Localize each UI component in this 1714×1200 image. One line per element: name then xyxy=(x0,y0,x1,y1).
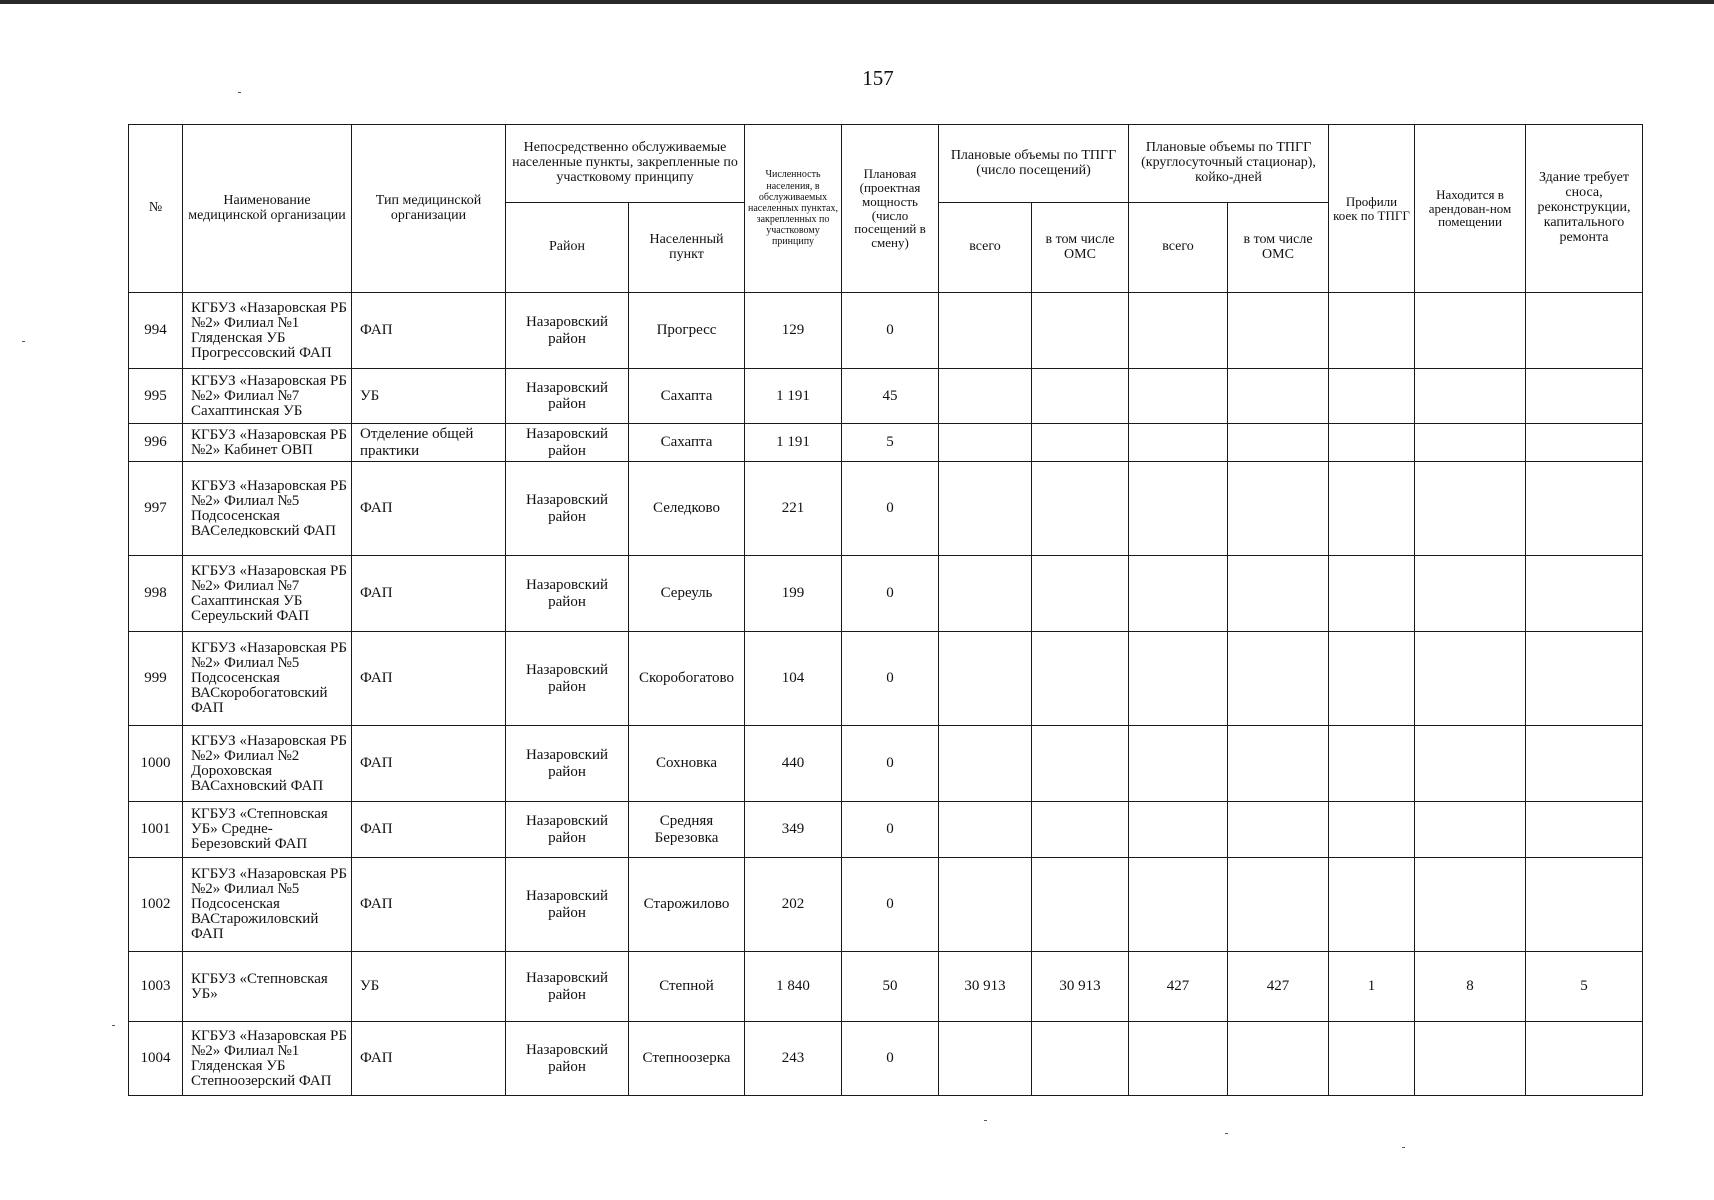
table-row xyxy=(129,858,1643,952)
rented-cell xyxy=(1415,1022,1526,1096)
settlement-cell: Селедково xyxy=(629,462,745,556)
district-cell: Назаровский район xyxy=(506,726,629,802)
header-visits-total: всего xyxy=(939,203,1032,293)
beds-oms-cell: 427 xyxy=(1228,952,1329,1022)
population-cell: 221 xyxy=(745,462,842,556)
capacity-cell: 0 xyxy=(842,1022,939,1096)
rented-cell xyxy=(1415,802,1526,858)
table-row xyxy=(129,369,1643,424)
settlement-cell: Степной xyxy=(629,952,745,1022)
header-settlement: Населенный пункт xyxy=(629,203,745,293)
header-bed-profiles: Профили коек по ТПГГ xyxy=(1329,125,1415,293)
bed-profiles-cell xyxy=(1329,802,1415,858)
row-num: 1002 xyxy=(129,858,183,952)
visits-oms-cell xyxy=(1032,858,1129,952)
district-cell: Назаровский район xyxy=(506,858,629,952)
capacity-cell: 0 xyxy=(842,726,939,802)
settlement-cell: Сахапта xyxy=(629,424,745,462)
demolition-cell xyxy=(1526,556,1643,632)
row-num: 1000 xyxy=(129,726,183,802)
row-num: 1004 xyxy=(129,1022,183,1096)
row-num: 994 xyxy=(129,293,183,369)
capacity-cell: 0 xyxy=(842,293,939,369)
org-type-cell: УБ xyxy=(352,952,506,1022)
org-type-cell: УБ xyxy=(352,369,506,424)
org-type-cell: ФАП xyxy=(352,556,506,632)
scan-speck xyxy=(1225,1133,1228,1134)
bed-profiles-cell: 1 xyxy=(1329,952,1415,1022)
settlement-cell: Средняя Березовка xyxy=(629,802,745,858)
header-capacity: Плановая (проектная мощность (число посещений в смену) xyxy=(842,125,939,293)
row-num: 995 xyxy=(129,369,183,424)
settlement-cell: Прогресс xyxy=(629,293,745,369)
table-row xyxy=(129,462,1643,556)
district-cell: Назаровский район xyxy=(506,1022,629,1096)
rented-cell xyxy=(1415,556,1526,632)
table-row xyxy=(129,424,1643,462)
rented-cell xyxy=(1415,293,1526,369)
scan-speck xyxy=(1402,1147,1405,1148)
row-num: 997 xyxy=(129,462,183,556)
visits-total-cell xyxy=(939,632,1032,726)
rented-cell xyxy=(1415,726,1526,802)
population-cell: 1 191 xyxy=(745,369,842,424)
district-cell: Назаровский район xyxy=(506,424,629,462)
population-cell: 199 xyxy=(745,556,842,632)
org-name-cell: КГБУЗ «Назаровская РБ №2» Филиал №7 Сахаптинская УБ xyxy=(183,369,352,424)
row-num: 999 xyxy=(129,632,183,726)
row-num: 998 xyxy=(129,556,183,632)
beds-oms-cell xyxy=(1228,632,1329,726)
district-cell: Назаровский район xyxy=(506,556,629,632)
demolition-cell xyxy=(1526,462,1643,556)
beds-oms-cell xyxy=(1228,369,1329,424)
population-cell: 440 xyxy=(745,726,842,802)
bed-profiles-cell xyxy=(1329,369,1415,424)
bed-profiles-cell xyxy=(1329,424,1415,462)
settlement-cell: Сахапта xyxy=(629,369,745,424)
visits-oms-cell xyxy=(1032,802,1129,858)
district-cell: Назаровский район xyxy=(506,802,629,858)
table-row xyxy=(129,293,1643,369)
org-name-cell: КГБУЗ «Назаровская РБ №2» Филиал №5 Подсосенская ВАСкоробогатовский ФАП xyxy=(183,632,352,726)
org-name-cell: КГБУЗ «Назаровская РБ №2» Филиал №1 Гляденская УБ Прогрессовский ФАП xyxy=(183,293,352,369)
org-type-cell: ФАП xyxy=(352,858,506,952)
table-row xyxy=(129,1022,1643,1096)
rented-cell xyxy=(1415,462,1526,556)
org-name-cell: КГБУЗ «Степновская УБ» xyxy=(183,952,352,1022)
table-row xyxy=(129,802,1643,858)
demolition-cell xyxy=(1526,802,1643,858)
top-scan-border xyxy=(0,0,1714,4)
visits-total-cell: 30 913 xyxy=(939,952,1032,1022)
header-rented: Находится в арендован-ном помещении xyxy=(1415,125,1526,293)
demolition-cell xyxy=(1526,858,1643,952)
bed-profiles-cell xyxy=(1329,556,1415,632)
org-name-cell: КГБУЗ «Назаровская РБ №2» Кабинет ОВП xyxy=(183,424,352,462)
rented-cell xyxy=(1415,858,1526,952)
org-type-cell: ФАП xyxy=(352,802,506,858)
capacity-cell: 0 xyxy=(842,802,939,858)
beds-oms-cell xyxy=(1228,858,1329,952)
beds-total-cell xyxy=(1129,632,1228,726)
header-beds-oms: в том числе ОМС xyxy=(1228,203,1329,293)
header-num: № xyxy=(129,125,183,293)
visits-total-cell xyxy=(939,726,1032,802)
visits-oms-cell xyxy=(1032,556,1129,632)
scan-speck xyxy=(22,341,25,342)
beds-total-cell xyxy=(1129,858,1228,952)
beds-total-cell xyxy=(1129,424,1228,462)
visits-oms-cell xyxy=(1032,1022,1129,1096)
beds-total-cell xyxy=(1129,556,1228,632)
header-org-type: Тип медицинской организации xyxy=(352,125,506,293)
population-cell: 104 xyxy=(745,632,842,726)
table-row xyxy=(129,726,1643,802)
rented-cell xyxy=(1415,369,1526,424)
demolition-cell xyxy=(1526,726,1643,802)
visits-oms-cell xyxy=(1032,293,1129,369)
medical-organizations-table xyxy=(128,124,1643,1096)
bed-profiles-cell xyxy=(1329,726,1415,802)
bed-profiles-cell xyxy=(1329,462,1415,556)
population-cell: 202 xyxy=(745,858,842,952)
table-row xyxy=(129,556,1643,632)
header-district: Район xyxy=(506,203,629,293)
bed-profiles-cell xyxy=(1329,858,1415,952)
org-type-cell: ФАП xyxy=(352,293,506,369)
demolition-cell xyxy=(1526,632,1643,726)
header-visits-group: Плановые объемы по ТПГГ (число посещений) xyxy=(939,125,1129,203)
table-body xyxy=(129,293,1643,1096)
population-cell: 243 xyxy=(745,1022,842,1096)
visits-total-cell xyxy=(939,424,1032,462)
capacity-cell: 0 xyxy=(842,858,939,952)
org-name-cell: КГБУЗ «Назаровская РБ №2» Филиал №5 Подсосенская ВАСеледковский ФАП xyxy=(183,462,352,556)
org-type-cell: ФАП xyxy=(352,1022,506,1096)
visits-total-cell xyxy=(939,293,1032,369)
demolition-cell xyxy=(1526,1022,1643,1096)
district-cell: Назаровский район xyxy=(506,369,629,424)
table-container xyxy=(128,124,1643,1096)
org-name-cell: КГБУЗ «Назаровская РБ №2» Филиал №5 Подсосенская ВАСтарожиловский ФАП xyxy=(183,858,352,952)
visits-oms-cell: 30 913 xyxy=(1032,952,1129,1022)
beds-total-cell xyxy=(1129,802,1228,858)
demolition-cell xyxy=(1526,293,1643,369)
org-name-cell: КГБУЗ «Назаровская РБ №2» Филиал №2 Дороховская ВАСахновский ФАП xyxy=(183,726,352,802)
row-num: 1001 xyxy=(129,802,183,858)
beds-total-cell xyxy=(1129,726,1228,802)
capacity-cell: 45 xyxy=(842,369,939,424)
beds-total-cell: 427 xyxy=(1129,952,1228,1022)
beds-oms-cell xyxy=(1228,726,1329,802)
population-cell: 349 xyxy=(745,802,842,858)
capacity-cell: 50 xyxy=(842,952,939,1022)
header-visits-oms: в том числе ОМС xyxy=(1032,203,1129,293)
settlement-cell: Степноозерка xyxy=(629,1022,745,1096)
org-name-cell: КГБУЗ «Степновская УБ» Средне-Березовский ФАП xyxy=(183,802,352,858)
population-cell: 129 xyxy=(745,293,842,369)
visits-oms-cell xyxy=(1032,632,1129,726)
rented-cell xyxy=(1415,632,1526,726)
beds-oms-cell xyxy=(1228,462,1329,556)
bed-profiles-cell xyxy=(1329,632,1415,726)
scan-speck xyxy=(238,92,241,93)
header-settlements-group: Непосредственно обслуживаемые населенные пункты, закрепленные по участковому принципу xyxy=(506,125,745,203)
demolition-cell xyxy=(1526,424,1643,462)
visits-total-cell xyxy=(939,369,1032,424)
header-org-name: Наименование медицинской организации xyxy=(183,125,352,293)
settlement-cell: Скоробогатово xyxy=(629,632,745,726)
header-demolition: Здание требует сноса, реконструкции, капитального ремонта xyxy=(1526,125,1643,293)
org-name-cell: КГБУЗ «Назаровская РБ №2» Филиал №1 Гляденская УБ Степноозерский ФАП xyxy=(183,1022,352,1096)
org-type-cell: ФАП xyxy=(352,632,506,726)
settlement-cell: Сохновка xyxy=(629,726,745,802)
header-beds-total: всего xyxy=(1129,203,1228,293)
visits-total-cell xyxy=(939,462,1032,556)
header-population: Численность населения, в обслуживаемых населенных пунктах, закрепленных по участковому принципу xyxy=(745,125,842,293)
org-name-cell: КГБУЗ «Назаровская РБ №2» Филиал №7 Сахаптинская УБ Сереульский ФАП xyxy=(183,556,352,632)
settlement-cell: Сереуль xyxy=(629,556,745,632)
beds-oms-cell xyxy=(1228,424,1329,462)
capacity-cell: 0 xyxy=(842,556,939,632)
org-type-cell: ФАП xyxy=(352,462,506,556)
bed-profiles-cell xyxy=(1329,1022,1415,1096)
district-cell: Назаровский район xyxy=(506,632,629,726)
population-cell: 1 191 xyxy=(745,424,842,462)
table-row xyxy=(129,952,1643,1022)
beds-total-cell xyxy=(1129,462,1228,556)
beds-oms-cell xyxy=(1228,293,1329,369)
visits-oms-cell xyxy=(1032,726,1129,802)
header-hospital-group: Плановые объемы по ТПГГ (круглосуточный стационар), койко-дней xyxy=(1129,125,1329,203)
visits-total-cell xyxy=(939,556,1032,632)
demolition-cell xyxy=(1526,369,1643,424)
scan-speck xyxy=(984,1120,987,1121)
district-cell: Назаровский район xyxy=(506,952,629,1022)
capacity-cell: 0 xyxy=(842,632,939,726)
visits-total-cell xyxy=(939,1022,1032,1096)
org-type-cell: Отделение общей практики xyxy=(352,424,506,462)
district-cell: Назаровский район xyxy=(506,293,629,369)
beds-oms-cell xyxy=(1228,1022,1329,1096)
beds-total-cell xyxy=(1129,1022,1228,1096)
visits-oms-cell xyxy=(1032,424,1129,462)
capacity-cell: 0 xyxy=(842,462,939,556)
rented-cell: 8 xyxy=(1415,952,1526,1022)
row-num: 1003 xyxy=(129,952,183,1022)
row-num: 996 xyxy=(129,424,183,462)
table-row xyxy=(129,632,1643,726)
beds-oms-cell xyxy=(1228,802,1329,858)
capacity-cell: 5 xyxy=(842,424,939,462)
visits-oms-cell xyxy=(1032,462,1129,556)
beds-total-cell xyxy=(1129,369,1228,424)
settlement-cell: Старожилово xyxy=(629,858,745,952)
visits-total-cell xyxy=(939,802,1032,858)
bed-profiles-cell xyxy=(1329,293,1415,369)
beds-oms-cell xyxy=(1228,556,1329,632)
population-cell: 1 840 xyxy=(745,952,842,1022)
visits-total-cell xyxy=(939,858,1032,952)
org-type-cell: ФАП xyxy=(352,726,506,802)
scan-speck xyxy=(112,1025,115,1026)
rented-cell xyxy=(1415,424,1526,462)
visits-oms-cell xyxy=(1032,369,1129,424)
demolition-cell: 5 xyxy=(1526,952,1643,1022)
page-number: 157 xyxy=(862,66,894,90)
district-cell: Назаровский район xyxy=(506,462,629,556)
beds-total-cell xyxy=(1129,293,1228,369)
